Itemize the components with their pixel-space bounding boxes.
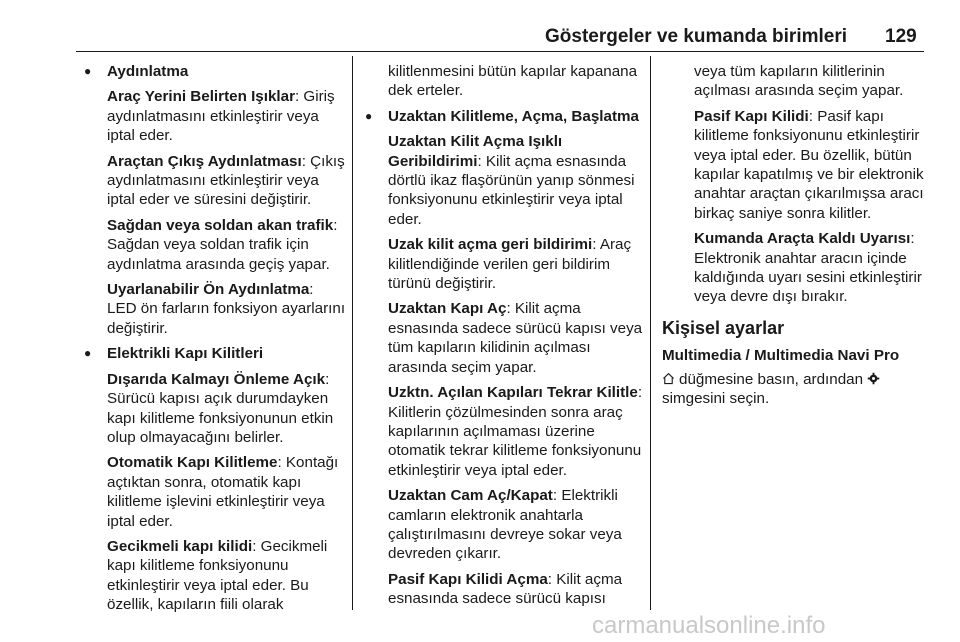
setting-desc: : LED ön farların fonksiyon ayarlarını değiştirir. [107,281,346,337]
setting-desc: : Sürücü kapısı açık durumdayken kapı kilitleme fonksiyonunun etkin olup olmayacağını belirler. [107,370,334,446]
setting-item [662,107,924,223]
continued-text: veya tüm kapıların kilitlerinin açılması arasında seçim yapar. [694,63,904,100]
setting-desc: : Kilit açma esnasında dörtlü ikaz flaşörünün yanıp sönmesi fonksiyonunu etkinleştirir veya iptal eder. [388,152,635,228]
page-number: 129 [885,26,917,47]
instruction-part: simgesini seçin. [662,390,770,408]
setting-label: Uzak kilit açma geri bildirimi [388,236,593,254]
setting-item [365,486,649,564]
header-divider [76,51,924,52]
setting-item [662,229,924,307]
setting-item [365,570,649,609]
setting-item [84,370,346,448]
page-title: Göstergeler ve kumanda birimleri [545,26,848,47]
setting-item [84,87,346,145]
setting-desc: : Sağdan veya soldan trafik için aydınlatma arasında geçiş yapar. [107,216,338,273]
bullet-heading: ● Uzaktan Kilitleme, Açma, Başlatma [365,107,649,126]
setting-label: Kumanda Araçta Kaldı Uyarısı [694,230,911,248]
setting-desc: : Elektronik anahtar aracın içinde kaldığında uyarı sesini etkinleştirir veya devre dışı bırakır. [694,230,922,306]
setting-label: Uzaktan Cam Aç/Kapat [388,487,553,505]
left-column [84,62,346,621]
column-divider [650,56,651,610]
instruction-text [662,370,924,409]
middle-column [365,62,649,615]
setting-label: Gecikmeli kapı kilidi [107,537,253,555]
instruction-part: düğmesine basın, ardından [679,370,864,388]
setting-item [365,132,649,229]
bullet-heading: ● Elektrikli Kapı Kilitleri [84,344,346,363]
setting-desc: : Araç kilitlendiğinde verilen geri bildirim türünü değiştirir. [388,236,632,293]
setting-desc: : Kilit açma esnasında sadece sürücü kapısı [388,570,623,608]
setting-desc: : Kilitlerin çözülmesinden sonra araç kapılarının açılmaması üzerine otomatik tekrar kilitleme fonksiyonunu etkinleştirir veya iptal eder. [388,384,643,479]
setting-label: Uzktn. Açılan Kapıları Tekrar Kilitle [388,384,638,402]
setting-item [84,152,346,210]
setting-label: Uyarlanabilir Ön Aydınlatma [107,281,310,299]
setting-item [84,453,346,531]
bullet-heading: ● Aydınlatma [84,62,346,81]
subsection-title: Multimedia / Multimedia Navi Pro [662,347,900,365]
gear-icon [867,372,880,385]
setting-desc: : Giriş aydınlatmasını etkinleştirir veya iptal eder. [107,88,335,145]
setting-label: Araçtan Çıkış Aydınlatması [107,152,302,170]
continued-text: kilitlenmesini bütün kapılar kapanana dek erteler. [388,63,638,100]
setting-item [365,299,649,377]
home-icon [662,372,675,385]
setting-label: Pasif Kapı Kilidi Açma [388,570,548,588]
setting-label: Dışarıda Kalmayı Önleme Açık [107,370,326,388]
setting-desc: : Elektrikli camların elektronik anahtarla çalıştırılmasını devreye sokar veya devreden çıkarır. [388,487,622,563]
setting-item [84,537,346,615]
setting-item [84,280,346,338]
right-column [662,62,924,409]
section-title: Kişisel ayarlar [662,317,785,338]
setting-label: Sağdan veya soldan akan trafik [107,216,334,234]
watermark: carmanualsonline.info [592,612,826,639]
setting-desc: : Kilit açma esnasında sadece sürücü kapısı veya tüm kapıların kilidinin açılması arasında seçim yapar. [388,300,643,376]
setting-label: Pasif Kapı Kilidi [694,107,809,125]
setting-desc: : Çıkış aydınlatmasını etkinleştirir veya iptal eder ve süresini değiştirir. [107,152,345,209]
setting-item [365,383,649,480]
setting-desc: : Pasif kapı kilitleme fonksiyonunu etkinleştirir veya iptal eder. Bu özellik, bütün kapılar kapatılmış ve bir elektronik anahtar araçtan çıkarılmışsa aracı birkaç saniye sonra kilitler. [694,107,924,222]
setting-label: Araç Yerini Belirten Işıklar [107,88,295,106]
setting-item [84,216,346,274]
setting-label: Otomatik Kapı Kilitleme [107,454,278,472]
setting-item [365,235,649,293]
setting-label: Uzaktan Kapı Aç [388,300,507,318]
setting-label: Uzaktan Kilit Açma Işıklı Geribildirimi [388,133,563,170]
setting-desc: : Gecikmeli kapı kilitleme fonksiyonunu etkinleştirir veya iptal eder. Bu özellik, kapıların fiili olarak [107,537,328,614]
setting-desc: : Kontağı açtıktan sonra, otomatik kapı kilitleme işlevini etkinleştirir veya iptal eder. [107,454,339,530]
column-divider [352,56,353,610]
